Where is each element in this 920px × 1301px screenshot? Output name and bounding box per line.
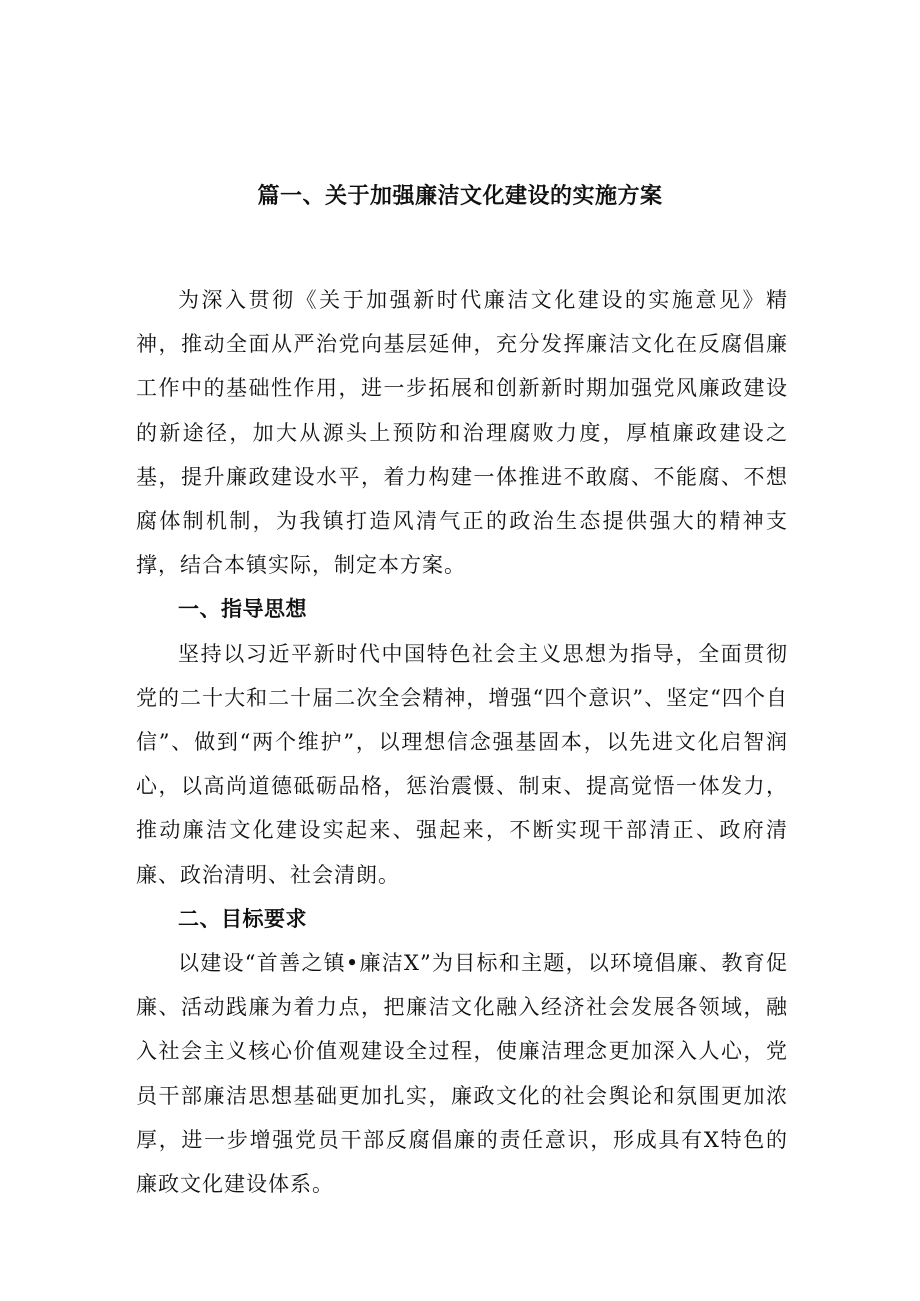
- intro-paragraph: 为深入贯彻《关于加强新时代廉洁文化建设的实施意见》精神，推动全面从严治党向基层延伸，充分发挥廉洁文化在反腐倡廉工作中的基础性作用，进一步拓展和创新新时期加强党风廉政建设的新途径，加大从源头上预防和治理腐败力度，厚植廉政建设之基，提升廉政建设水平，着力构建一体推进不敢腐、不能腐、不想腐体制机制，为我镇打造风清气正的政治生态提供强大的精神支撑，结合本镇实际，制定本方案。: [136, 288, 788, 578]
- section-paragraph-guiding-thought: 坚持以习近平新时代中国特色社会主义思想为指导，全面贯彻党的二十大和二十届二次全会精神，增强“四个意识”、坚定“四个自信”、做到“两个维护”，以理想信念强基固本，以先进文化启智润心，以高尚道德砥砺品格，惩治震慑、制束、提高觉悟一体发力，推动廉洁文化建设实起来、强起来，不断实现干部清正、政府清廉、政治清明、社会清朗。: [136, 641, 788, 887]
- document-body: [136, 278, 788, 1206]
- section-paragraph-goals: 以建设“首善之镇•廉洁X”为目标和主题，以环境倡廉、教育促廉、活动践廉为着力点，把廉洁文化融入经济社会发展各领域，融入社会主义核心价值观建设全过程，使廉洁理念更加深入人心，党员干部廉洁思想基础更加扎实，廉政文化的社会舆论和氛围更加浓厚，进一步增强党员干部反腐倡廉的责任意识，形成具有X特色的廉政文化建设体系。: [136, 951, 788, 1197]
- section-heading-guiding-thought: 一、指导思想: [178, 597, 307, 622]
- document-title: 篇一、关于加强廉洁文化建设的实施方案: [257, 184, 663, 209]
- section-heading-goals: 二、目标要求: [178, 906, 307, 931]
